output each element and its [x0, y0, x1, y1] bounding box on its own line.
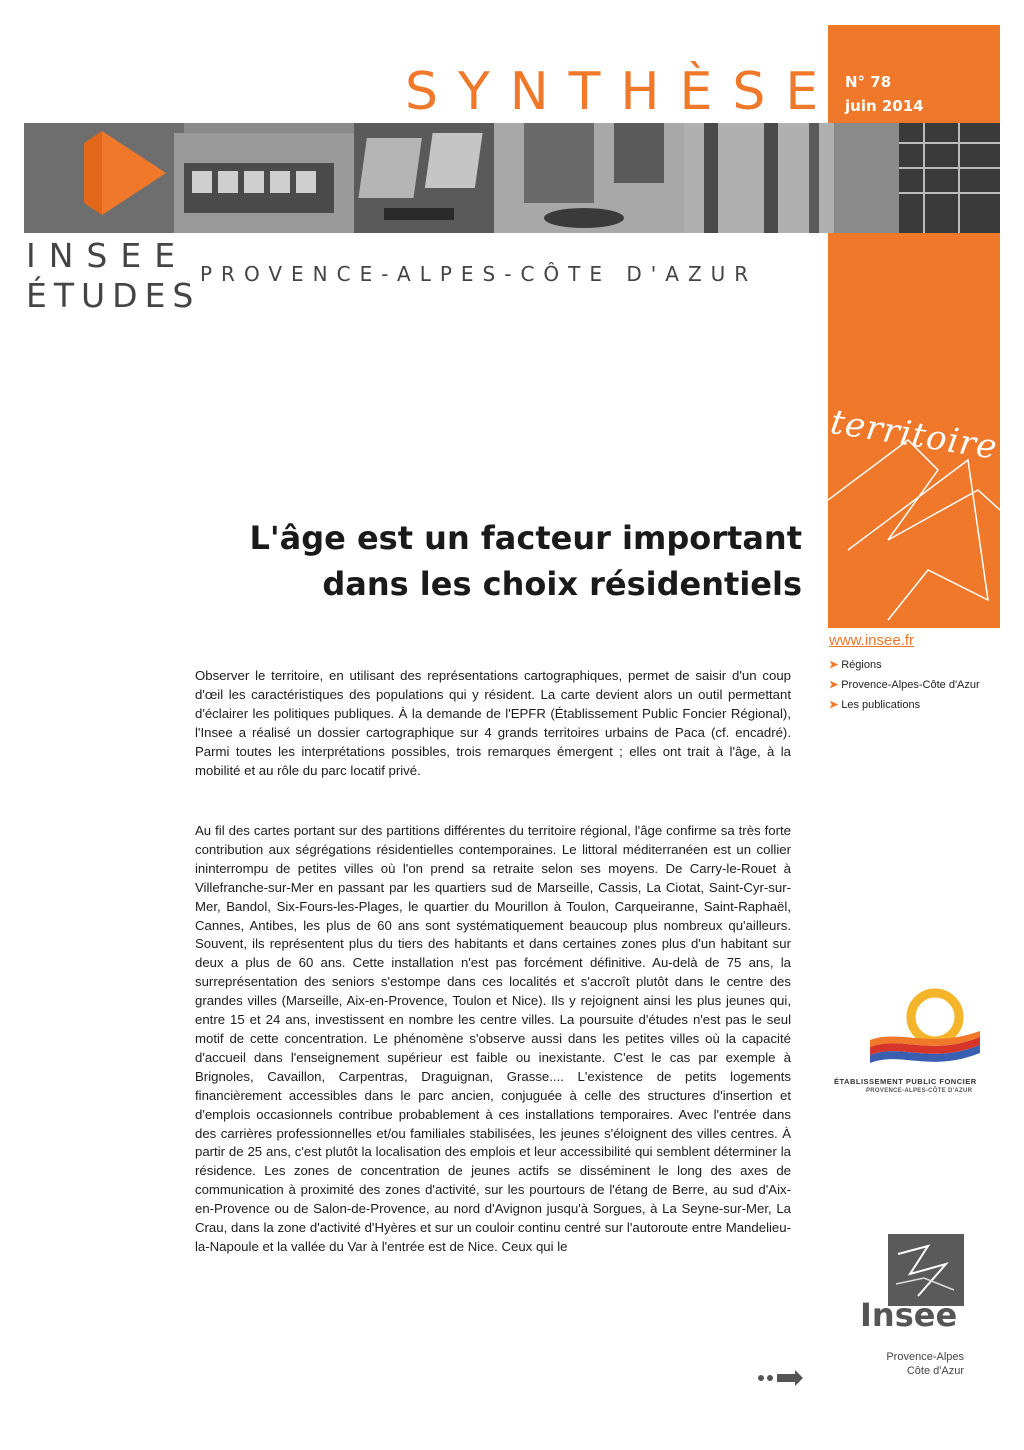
link-regions[interactable]: [829, 655, 980, 675]
header-photo-strip: [24, 123, 1000, 233]
link-label: Provence-Alpes-Côte d'Azur: [841, 679, 980, 691]
issue-date: juin 2014: [845, 97, 924, 115]
continue-arrow-icon: [757, 1370, 805, 1386]
intro-paragraph: Observer le territoire, en utilisant des représentations cartographiques, permet de saisir d'un coup d'œil les caractéristiques des populations qui y résident. La carte devient alors un outil permettant d'éclairer les politiques publiques. À la demande de l'EPFR (Établissement Public Foncier Régional), l'Insee a réalisé un dossier cartographique sur 4 grands territoires urbains de Paca (cf. encadré). Parmi toutes les interprétations possibles, trois remarques émergent ; elles ont trait à l'âge, à la mobilité et au rôle du parc locatif privé.: [195, 668, 791, 778]
arrow-icon: ➤: [829, 699, 839, 711]
issue-info: [845, 70, 924, 118]
body-paragraph: Au fil des cartes portant sur des partitions différentes du territoire régional, l'âge confirme sa très forte contribution aux ségrégations résidentielles contemporaines. Le littoral méditerranéen est un collier ininterrompu de petites villes où l'on prend sa retraite selon ses moyens. De Carry-le-Rouet à Villefranche-sur-Mer en passant par les quartiers sud de Marseille, Cassis, La Ciotat, Saint-Cyr-sur-Mer, Bandol, Six-Fours-les-Plages, le quartier du Mourillon à Toulon, Carqueiranne, Saint-Raphaël, Cannes, Antibes, les plus de 60 ans sont systématiquement beaucoup plus nombreux qu'ailleurs. Souvent, ils représentent plus du tiers des habitants et dans certaines zones plus d'un habitant sur deux a plus de 60 ans. Cette installation n'est pas forcément définitive. Au-delà de 75 ans, la surreprésentation des seniors s'estompe dans ces localités et s'accroît plutôt dans le centre des grandes villes (Marseille, Aix-en-Provence, Toulon et Nice). Ils y rejoignent ainsi les plus jeunes qui, entre 15 et 24 ans, investissent en nombre les centre villes. La poursuite d'études n'est pas le seul motif de cette concentration. Le phénomène s'observe aussi dans les petites villes où la capacité d'accueil dans l'enseignement supérieur est faible ou inexistante. C'est le cas par exemple à Brignoles, Cavaillon, Carpentras, Draguignan, Grasse.... L'existence de petits logements financièrement accessibles dans le parc ancien, conjuguée à celle des structures d'insertion et d'emplois occasionnels contribue probablement à ces installations temporaires. Avec l'entrée dans des carrières professionnelles et/ou familiales stabilisées, les jeunes s'éloignent des villes centres. À partir de 25 ans, c'est plutôt la localisation des emplois et leur accessibilité qui semblent déterminer la résidence. Les zones de concentration de jeunes actifs se disséminent le long des axes de communication à proximité des zones d'activité, sur les pourtours de l'étang de Berre, au sud d'Aix-en-Provence ou de Salon-de-Provence, au nord d'Avignon jusqu'à Sorgues, à La Seyne-sur-Mer, La Crau, dans la zone d'activité d'Hyères et sur un couloir continu centré sur l'autoroute entre Mandelieu-la-Napoule et la vallée du Var à l'entrée est de Nice. Ceux qui le: [195, 823, 791, 1254]
insee-logo-word: Insee: [860, 1296, 958, 1334]
partner-name-1: ÉTABLISSEMENT PUBLIC FONCIER: [834, 1077, 977, 1086]
publisher-region-line-1: Provence-Alpes: [886, 1351, 964, 1363]
publisher-region-line-2: Côte d'Azur: [906, 1365, 964, 1377]
issue-number: N° 78: [845, 73, 892, 91]
epf-logo: [830, 985, 1000, 1077]
website-link[interactable]: www.insee.fr: [829, 632, 915, 649]
brand-insee: INSEE: [26, 236, 189, 275]
series-title: SYNTHÈSE: [405, 62, 839, 122]
theme-decoration: [828, 430, 1000, 628]
brand-etudes: ÉTUDES: [26, 276, 201, 315]
link-paca[interactable]: [829, 675, 980, 695]
title-line-2: dans les choix résidentiels: [322, 565, 802, 603]
publisher-region: [864, 1350, 964, 1378]
link-label: Régions: [841, 659, 882, 671]
breadcrumb-links: [829, 655, 980, 715]
arrow-icon: ➤: [829, 679, 839, 691]
title-line-1: L'âge est un facteur important: [249, 519, 802, 557]
region-name: PROVENCE-ALPES-CÔTE D'AZUR: [200, 262, 758, 286]
arrow-icon: ➤: [829, 659, 839, 671]
theme-label: territoire: [827, 402, 1001, 468]
link-publications[interactable]: [829, 695, 980, 715]
article-title: [249, 515, 802, 607]
photo-collage: [24, 123, 1000, 233]
partner-name-2: PROVENCE-ALPES-CÔTE D'AZUR: [866, 1088, 973, 1094]
link-label: Les publications: [841, 699, 921, 711]
